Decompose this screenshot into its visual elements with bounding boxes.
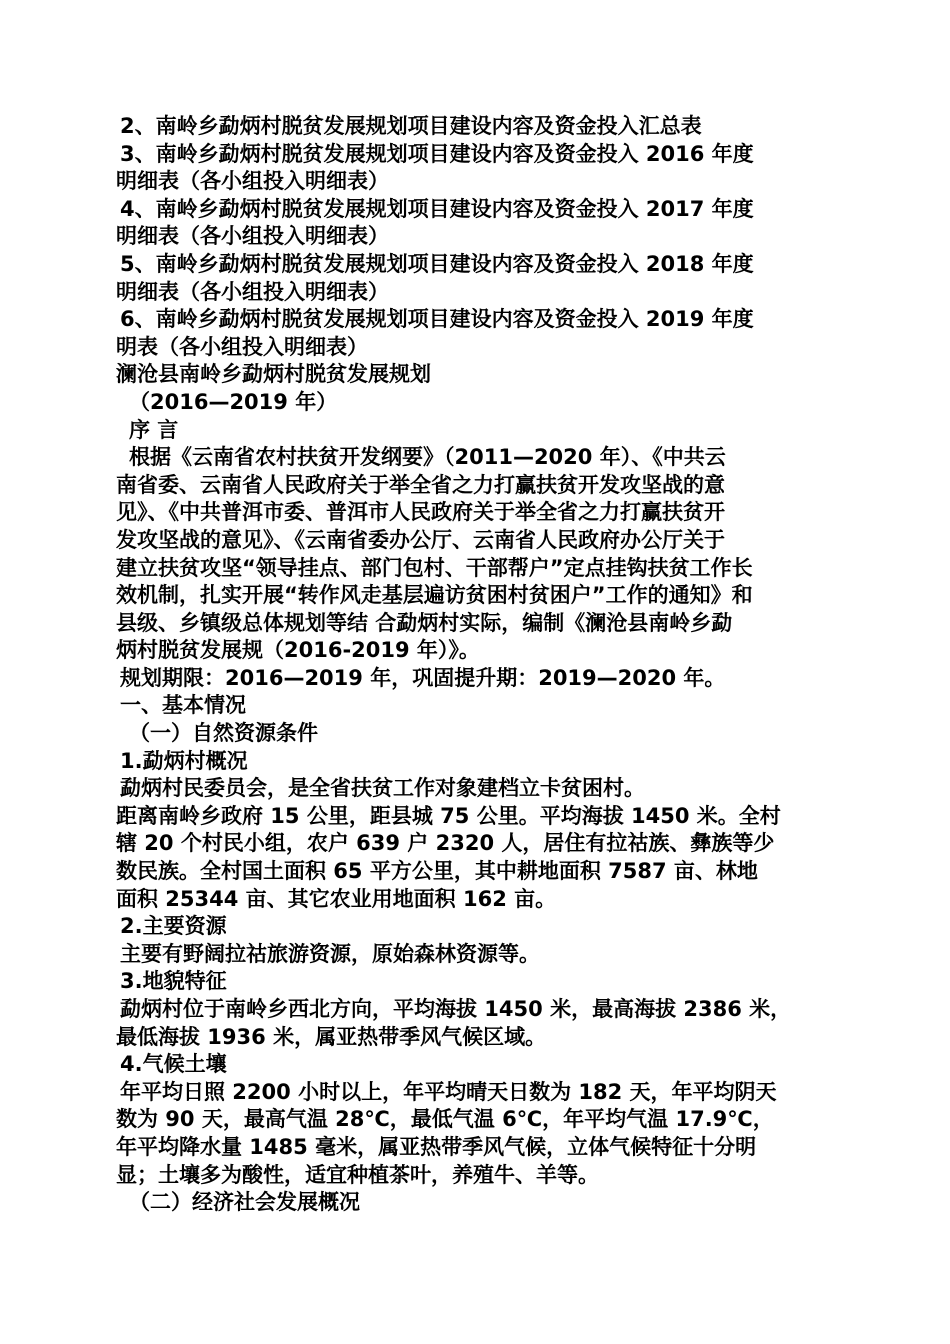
text-line: 规划期限：2016—2019 年，巩固提升期：2019—2020 年。 xyxy=(120,665,726,690)
text-line: 3、南岭乡勐炳村脱贫发展规划项目建设内容及资金投入 2016 年度 xyxy=(120,141,754,166)
text-line: 2、南岭乡勐炳村脱贫发展规划项目建设内容及资金投入汇总表 xyxy=(120,114,702,138)
text-line: 根据《云南省农村扶贫开发纲要》（2011—2020 年）、《中共云 xyxy=(129,445,726,470)
text-line: 最低海拔 1936 米，属亚热带季风气候区域。 xyxy=(116,1024,547,1049)
text-line: 南省委、云南省人民政府关于举全省之力打赢扶贫开发攻坚战的意 xyxy=(116,472,725,497)
text-line: 距离南岭乡政府 15 公里，距县城 75 公里。平均海拔 1450 米。全村 xyxy=(116,803,781,828)
text-line: 县级、乡镇级总体规划等结 合勐炳村实际，编制《澜沧县南岭乡勐 xyxy=(116,610,733,635)
text-line: 明细表（各小组投入明细表） xyxy=(116,169,389,194)
text-line: 勐炳村位于南岭乡西北方向，平均海拔 1450 米，最高海拔 2386 米， xyxy=(120,997,792,1021)
text-line: 主要有野阔拉祜旅游资源，原始森林资源等。 xyxy=(120,941,540,966)
text-line: 1.勐炳村概况 xyxy=(120,748,248,773)
text-line: 见》、《中共普洱市委、普洱市人民政府关于举全省之力打赢扶贫开 xyxy=(116,500,725,525)
text-line: 6、南岭乡勐炳村脱贫发展规划项目建设内容及资金投入 2019 年度 xyxy=(120,307,754,332)
text-line: 显；土壤多为酸性，适宜种植茶叶，养殖牛、羊等。 xyxy=(116,1162,599,1187)
document-body xyxy=(116,113,838,1217)
text-line: 数民族。全村国土面积 65 平方公里，其中耕地面积 7587 亩、林地 xyxy=(116,859,758,884)
text-line: 明细表（各小组投入明细表） xyxy=(116,279,389,304)
text-line: 4、南岭乡勐炳村脱贫发展规划项目建设内容及资金投入 2017 年度 xyxy=(120,196,754,221)
text-line: 数为 90 天，最高气温 28℃，最低气温 6℃，年平均气温 17.9℃， xyxy=(116,1107,774,1132)
text-line: 澜沧县南岭乡勐炳村脱贫发展规划 xyxy=(116,362,431,387)
text-line: （2016—2019 年） xyxy=(129,389,338,414)
text-line: 明表（各小组投入明细表） xyxy=(116,334,368,359)
text-line: 明细表（各小组投入明细表） xyxy=(116,224,389,249)
text-line: （一）自然资源条件 xyxy=(129,721,318,746)
text-line: 3.地貌特征 xyxy=(120,969,227,994)
text-line: （二）经济社会发展概况 xyxy=(129,1190,360,1215)
text-line: 5、南岭乡勐炳村脱贫发展规划项目建设内容及资金投入 2018 年度 xyxy=(120,251,754,276)
text-line: 炳村脱贫发展规（2016-2019 年）》。 xyxy=(116,638,480,663)
text-line: 年平均降水量 1485 毫米，属亚热带季风气候，立体气候特征十分明 xyxy=(116,1134,757,1159)
text-line: 辖 20 个村民小组，农户 639 户 2320 人，居住有拉祜族、彝族等少 xyxy=(116,831,775,856)
text-line: 勐炳村民委员会，是全省扶贫工作对象建档立卡贫困村。 xyxy=(120,776,645,801)
text-line: 面积 25344 亩、其它农业用地面积 162 亩。 xyxy=(116,886,557,911)
text-line: 建立扶贫攻坚“领导挂点、部门包村、干部帮户”定点挂钩扶贫工作长 xyxy=(116,555,753,580)
text-line: 年平均日照 2200 小时以上，年平均晴天日数为 182 天，年平均阴天 xyxy=(120,1079,777,1104)
text-line: 发攻坚战的意见》、《云南省委办公厅、云南省人民政府办公厅关于 xyxy=(116,527,725,552)
text-line: 一、基本情况 xyxy=(120,693,246,718)
text-line: 序 言 xyxy=(129,417,179,442)
text-line: 4.气候土壤 xyxy=(120,1052,227,1077)
text-line: 效机制，扎实开展“转作风走基层遍访贫困村贫困户”工作的通知》和 xyxy=(116,583,753,608)
text-line: 2.主要资源 xyxy=(120,914,227,939)
